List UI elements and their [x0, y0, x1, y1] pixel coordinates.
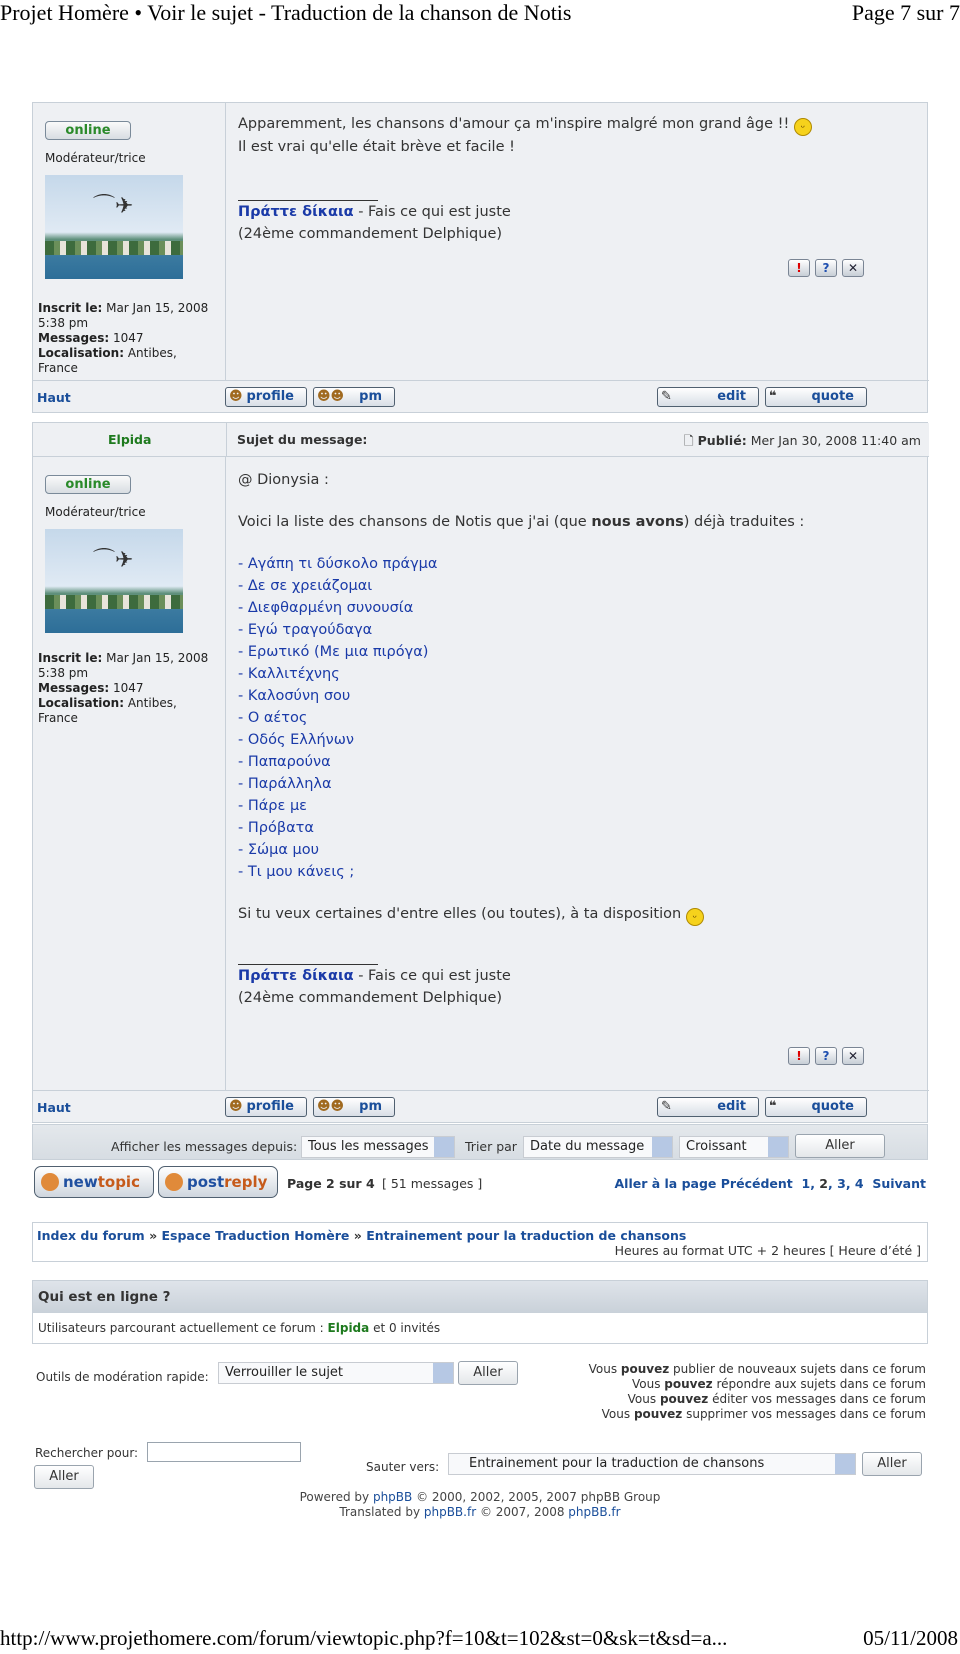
post-text-line: Il est vrai qu'elle était brève et facile ! [238, 139, 515, 155]
song-link[interactable]: - Πάρε με [238, 798, 308, 814]
intro-text: Voici la liste des chansons de Notis que j'ai (que nous avons) déjà traduites : [238, 514, 805, 530]
song-list [238, 553, 918, 883]
jump-label: Sauter vers: [366, 1460, 440, 1474]
show-since-label: Afficher les messages depuis: [111, 1139, 298, 1154]
new-topic-button[interactable]: newtopic [34, 1166, 154, 1198]
phpbb-fr-link-2[interactable]: phpBB.fr [568, 1505, 621, 1519]
permissions-list [589, 1362, 926, 1422]
edit-button[interactable]: ✎ edit [657, 387, 759, 407]
report-icon[interactable]: ! [788, 1047, 810, 1065]
search-label: Rechercher pour: [35, 1446, 139, 1460]
song-link[interactable]: - Ερωτικό (Με μια πιρόγα) [238, 644, 429, 660]
signature: Πράττε δίκαια - Fais ce qui est juste [238, 968, 511, 984]
info-icon[interactable]: ? [815, 259, 837, 277]
page-link-3[interactable]: 3 [837, 1176, 846, 1191]
profile-button[interactable]: ☻ profile [225, 387, 307, 407]
song-link[interactable]: - Ο αέτος [238, 710, 308, 726]
breadcrumb-section[interactable]: Espace Traduction Homère [161, 1228, 350, 1243]
page-current: 2 [819, 1176, 828, 1191]
permission-line: Vous pouvez éditer vos messages dans ce forum [627, 1392, 926, 1406]
user-icon: ☻ [229, 1099, 243, 1114]
seagull-image: ⌒✈ [93, 194, 134, 219]
post-2 [32, 422, 928, 1123]
online-user-link[interactable]: Elpida [327, 1321, 370, 1335]
song-link[interactable]: - Διεφθαρμένη συνουσία [238, 600, 414, 616]
song-link[interactable]: - Εγώ τραγούδαγα [238, 622, 373, 638]
seagull-image: ⌒✈ [93, 548, 134, 573]
chevron-down-icon [768, 1137, 788, 1157]
post-2-header [33, 423, 929, 457]
online-title: Qui est en ligne ? [33, 1281, 927, 1313]
next-page-link[interactable]: Suivant [872, 1176, 926, 1191]
post-page-icon: 🗋 [683, 433, 694, 448]
quote-bubble-icon: ❝ [769, 389, 777, 404]
jump-select[interactable]: Entrainement pour la traduction de chansons [448, 1453, 856, 1475]
print-header [0, 0, 960, 26]
avatar [45, 175, 183, 279]
breadcrumb: Index du forum » Espace Traduction Homère » Entrainement pour la traduction de chansons Heures au format UTC + 2 heures [ Heure d’été ] [32, 1222, 928, 1262]
greeting: @ Dionysia : [238, 472, 329, 488]
page-links: Aller à la page Précédent 1, 2, 3, 4 Suivant [614, 1176, 926, 1191]
chevron-down-icon [434, 1137, 454, 1157]
edit-button[interactable]: ✎ edit [657, 1097, 759, 1117]
breadcrumb-forum[interactable]: Entrainement pour la traduction de chansons [366, 1228, 687, 1243]
back-to-top-link[interactable]: Haut [37, 390, 71, 405]
quote-button[interactable]: ❝ quote [765, 1097, 867, 1117]
report-icon[interactable]: ! [788, 259, 810, 277]
post-2-author-column [33, 457, 226, 1091]
phpbb-fr-link[interactable]: phpBB.fr [423, 1505, 477, 1519]
page-link-4[interactable]: 4 [854, 1176, 864, 1191]
back-to-top-link[interactable]: Haut [37, 1100, 71, 1115]
page-info: Page 2 sur 4 [287, 1176, 375, 1191]
timezone-info: Heures au format UTC + 2 heures [ Heure d’été ] [614, 1243, 921, 1258]
online-status-badge: online [45, 475, 131, 494]
user-rank: Modérateur/trice [45, 505, 146, 519]
search-input[interactable] [147, 1442, 301, 1462]
profile-info: Inscrit le: Mar Jan 15, 2008 5:38 pm Messages: 1047 Localisation: Antibes, France [38, 301, 209, 375]
goto-page-link[interactable]: Aller à la page [614, 1176, 717, 1191]
users-icon: ☻☻ [317, 389, 345, 404]
posted-date: 🗋 Publié: Mer Jan 30, 2008 11:40 am [683, 433, 921, 448]
sort-order-select[interactable]: Croissant [679, 1136, 789, 1158]
post-2-button-row [33, 1090, 929, 1124]
display-options-bar [32, 1124, 928, 1160]
message-count: [ 51 messages ] [382, 1176, 483, 1191]
pm-button[interactable]: ☻☻ pm [313, 1097, 395, 1117]
sort-by-select[interactable]: Date du message [523, 1136, 673, 1158]
user-icon: ☻ [229, 389, 243, 404]
wink-smiley-icon: ᵕ [686, 908, 704, 926]
previous-page-link[interactable]: Précédent [720, 1176, 793, 1191]
pm-button[interactable]: ☻☻ pm [313, 387, 395, 407]
signature-line: (24ème commandement Delphique) [238, 990, 503, 1006]
permission-line: Vous pouvez publier de nouveaux sujets dans ce forum [588, 1362, 926, 1376]
reply-icon [165, 1173, 183, 1191]
user-rank: Modérateur/trice [45, 151, 146, 165]
pencil-icon: ✎ [661, 389, 672, 404]
post-reply-button[interactable]: postreply [158, 1166, 278, 1198]
song-link[interactable]: - Πρόβατα [238, 820, 314, 836]
song-link[interactable]: - Δε σε χρειάζομαι [238, 578, 373, 594]
quote-bubble-icon: ❝ [769, 1099, 777, 1114]
post-1-actions [783, 257, 864, 277]
song-link[interactable]: - Σώμα μου [238, 842, 320, 858]
profile-info: Inscrit le: Mar Jan 15, 2008 5:38 pm Messages: 1047 Localisation: Antibes, France [38, 651, 209, 725]
laughing-smiley-icon: ᵕ [794, 118, 812, 136]
print-url: http://www.projethomere.com/forum/viewtopic.php?f=10&t=102&st=0&sk=t&sd=a... [0, 1626, 728, 1650]
jump-go-button[interactable]: Aller [862, 1452, 922, 1476]
song-link[interactable]: - Παράλληλα [238, 776, 332, 792]
post-1-button-row [33, 380, 929, 414]
print-page-number: Page 7 sur 7 [851, 0, 960, 25]
who-is-online [32, 1280, 928, 1344]
online-status-badge: online [45, 121, 131, 140]
chevron-down-icon [835, 1454, 855, 1474]
delete-icon[interactable]: ✕ [842, 1047, 864, 1065]
powered-by: Powered by phpBB © 2000, 2002, 2005, 2007 phpBB Group Translated by phpBB.fr © 2007, 2008 phpBB.fr [299, 1490, 661, 1519]
avatar [45, 529, 183, 633]
signature: Πράττε δίκαια - Fais ce qui est juste [238, 204, 511, 220]
song-link[interactable]: - Οδός Ελλήνων [238, 732, 354, 748]
post-text-line: Apparemment, les chansons d'amour ça m'inspire malgré mon grand âge !! [238, 116, 790, 132]
search-go-button[interactable]: Aller [34, 1465, 94, 1489]
post-2-body [238, 469, 918, 1009]
moderation-label: Outils de modération rapide: [36, 1370, 209, 1384]
closing-text: Si tu veux certaines d'entre elles (ou toutes), à ta disposition [238, 906, 682, 922]
permission-line: Vous pouvez supprimer vos messages dans ce forum [601, 1407, 926, 1421]
print-footer [0, 1626, 960, 1654]
sort-by-label: Trier par [465, 1139, 517, 1154]
phpbb-link[interactable]: phpBB [372, 1490, 413, 1504]
post-author: Elpida [108, 432, 152, 447]
print-date: 05/11/2008 [863, 1626, 958, 1650]
permission-line: Vous pouvez répondre aux sujets dans ce forum [632, 1377, 926, 1391]
profile-button[interactable]: ☻ profile [225, 1097, 307, 1117]
post-2-actions [783, 1045, 864, 1065]
song-link[interactable]: - Παπαρούνα [238, 754, 331, 770]
info-icon[interactable]: ? [815, 1047, 837, 1065]
page-link-1[interactable]: 1 [801, 1176, 811, 1191]
song-link[interactable]: - Τι μου κάνεις ; [238, 864, 355, 880]
filter-go-button[interactable]: Aller [795, 1134, 885, 1158]
breadcrumb-index[interactable]: Index du forum [37, 1228, 145, 1243]
quote-button[interactable]: ❝ quote [765, 387, 867, 407]
pencil-icon: ✎ [661, 1099, 672, 1114]
signature-line: (24ème commandement Delphique) [238, 226, 503, 242]
subject-label: Sujet du message: [237, 432, 368, 447]
moderation-go-button[interactable]: Aller [458, 1361, 518, 1385]
moderation-select[interactable]: Verrouiller le sujet [218, 1362, 454, 1384]
song-link[interactable]: - Καλλιτέχνης [238, 666, 340, 682]
show-since-select[interactable]: Tous les messages [301, 1136, 455, 1158]
post-1-body [238, 113, 918, 245]
chevron-down-icon [652, 1137, 672, 1157]
users-icon: ☻☻ [317, 1099, 345, 1114]
song-link[interactable]: - Καλοσύνη σου [238, 688, 351, 704]
new-topic-icon [41, 1173, 59, 1191]
print-page-title: Projet Homère • Voir le sujet - Traduction de la chanson de Notis [0, 0, 572, 25]
chevron-down-icon [433, 1363, 453, 1383]
post-1-author-column [33, 103, 226, 381]
delete-icon[interactable]: ✕ [842, 259, 864, 277]
pagination-row [32, 1166, 928, 1202]
post-1 [32, 102, 928, 413]
song-link[interactable]: - Αγάπη τι δύσκολο πράγμα [238, 556, 438, 572]
online-users-text: Utilisateurs parcourant actuellement ce forum : Elpida et 0 invités [38, 1321, 441, 1335]
